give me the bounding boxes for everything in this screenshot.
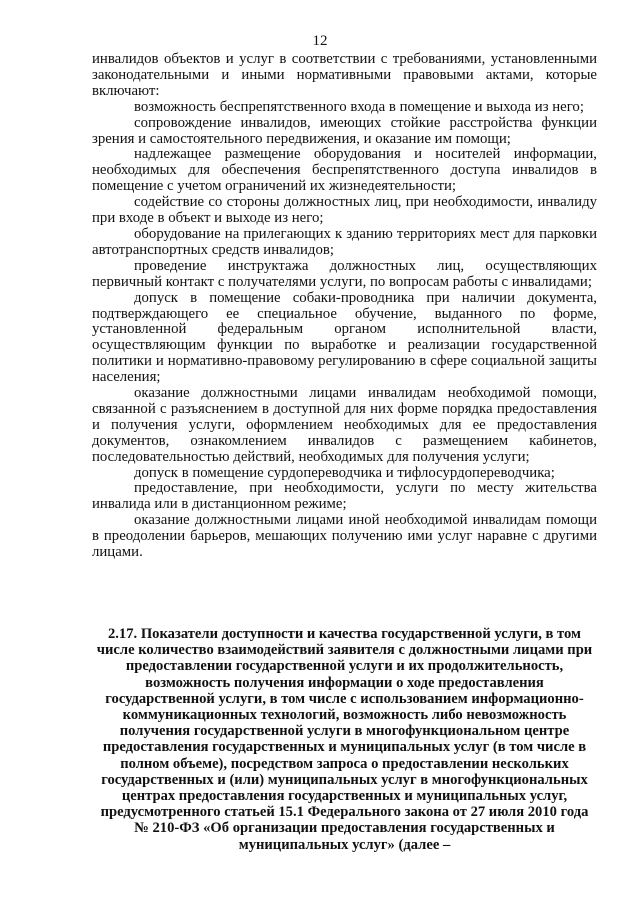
list-item-briefing: проведение инструктажа должностных лиц, осуществляющих первичный контакт с получателями услуги, по вопросам работы с инвалидами; (92, 257, 597, 290)
list-item-entrance: возможность беспрепятственного входа в помещение и выхода из него; (134, 98, 584, 115)
list-item-interpreter: допуск в помещение сурдопереводчика и тифлосурдопереводчика; (134, 464, 555, 481)
list-item-equipment: надлежащее размещение оборудования и носителей информации, необходимых для обеспечения беспрепятственного доступа инвалидов в помещение с учетом ограничений их жизнедеятельности; (92, 146, 597, 195)
section-heading: 2.17. Показатели доступности и качества государственной услуги, в том числе количество взаимодействий заявителя с должностными лицами при предоставлении государственной услуги и их продолжительность, возможность получения информации о ходе предоставления государственной услуги, в том числе с использованием информационно-коммуникационных технологий, возможность либо невозможность получения государственной услуги в многофункциональном центре предоставления государственных и муниципальных услуг (в том числе в полном объеме), посредством запроса о предоставлении нескольких государственных и (или) муниципальных услуг в многофункциональных центрах предоставления государственных и муниципальных услуг, предусмотренного статьей 15.1 Федерального закона от 27 июля 2010 года № 210-ФЗ «Об организации предоставления государственных и муниципальных услуг» (далее – (96, 626, 593, 853)
list-item-parking: оборудование на прилегающих к зданию территориях мест для парковки автотранспортных средств инвалидов; (92, 225, 597, 258)
page-number: 12 (312, 33, 328, 49)
list-item-staff-assistance: содействие со стороны должностных лиц, при необходимости, инвалиду при входе в объект и выходе из него; (92, 194, 597, 227)
paragraph-intro: инвалидов объектов и услуг в соответствии с требованиями, установленными законодательными и иными нормативными правовыми актами, которые включают: (92, 51, 597, 99)
list-item-barriers: оказание должностными лицами иной необходимой инвалидам помощи в преодолении барьеров, мешающих получению ими услуг наравне с другими лицами. (92, 512, 597, 561)
list-item-guide-dog: допуск в помещение собаки-проводника при наличии документа, подтверждающего ее специальное обучение, выданного по форме, установленной федеральным органом исполнительной власти, осуществляющим функции по выработке и реализации государственной политики и нормативно-правовому регулированию в сфере социальной защиты населения; (92, 289, 597, 386)
list-item-remote-service: предоставление, при необходимости, услуги по месту жительства инвалида или в дистанционном режиме; (92, 480, 597, 513)
list-item-escort: сопровождение инвалидов, имеющих стойкие расстройства функции зрения и самостоятельного передвижения, и оказание им помощи; (92, 114, 597, 147)
list-item-help: оказание должностными лицами инвалидам необходимой помощи, связанной с разъяснением в доступной для них форме порядка предоставления и получения услуги, оформлением необходимых для ее предоставления документов, ознакомлением инвалидов с размещением кабинетов, последовательностью действий, необходимых для получения услуги; (92, 385, 597, 465)
body-text (92, 52, 597, 561)
